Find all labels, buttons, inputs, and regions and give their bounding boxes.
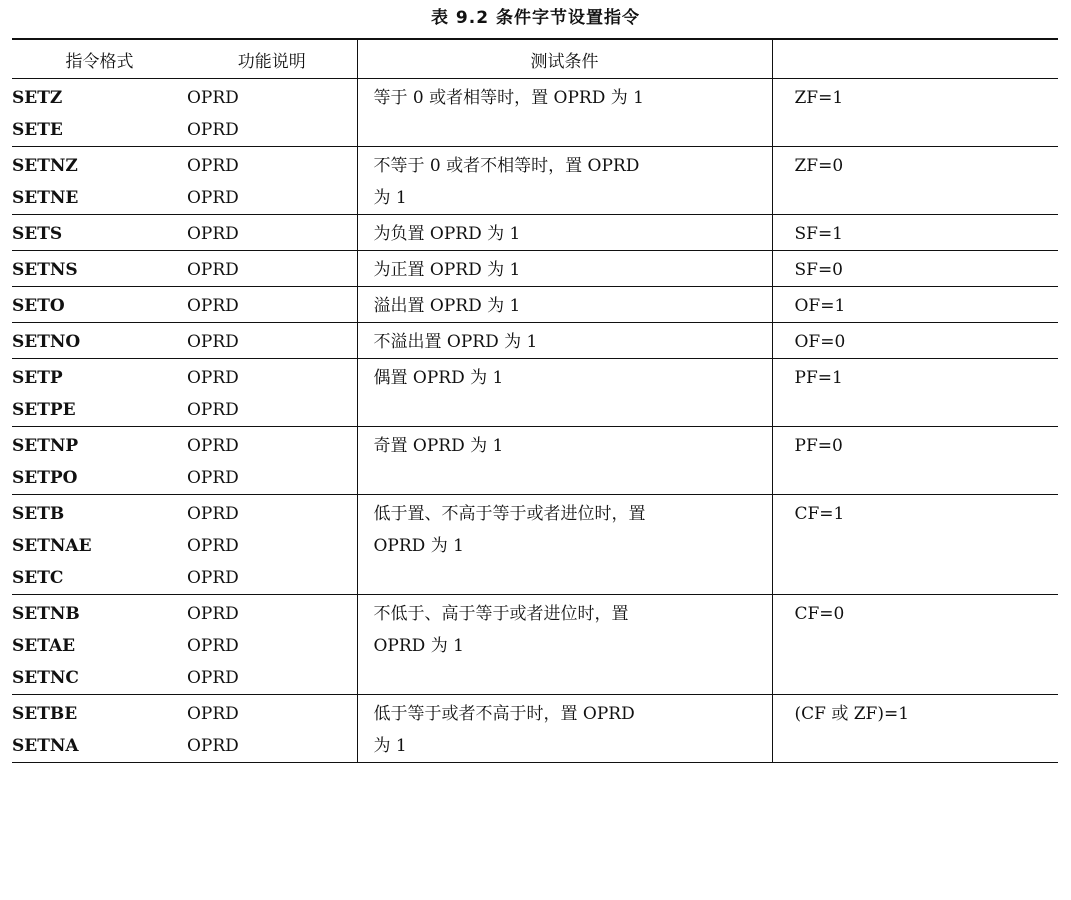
table-row: [12, 495, 1058, 595]
operand-cell: [187, 147, 357, 215]
description-cell: [357, 595, 772, 695]
description-cell: [357, 251, 772, 287]
header-flag-column: [772, 39, 1058, 79]
description-cell: [357, 495, 772, 595]
mnemonic: SETNS: [12, 260, 78, 280]
operand: OPRD: [187, 368, 239, 388]
flag-condition: PF=0: [794, 436, 843, 456]
flag-condition: SF=0: [794, 260, 844, 280]
operand-cell: [187, 695, 357, 763]
mnemonic: SETAE: [12, 636, 76, 656]
flag-condition-cell: [772, 215, 1058, 251]
mnemonic: SETNA: [12, 736, 79, 756]
flag-condition-cell: [772, 427, 1058, 495]
description-line: 偶置 OPRD 为 1: [373, 368, 504, 388]
operand: OPRD: [187, 120, 239, 140]
table-row: [12, 287, 1058, 323]
mnemonic: SETPO: [12, 468, 78, 488]
description-cell: [357, 427, 772, 495]
operand-cell: [187, 427, 357, 495]
table-row: [12, 359, 1058, 427]
flag-condition-cell: [772, 323, 1058, 359]
mnemonic: SETS: [12, 224, 63, 244]
table-row: [12, 79, 1058, 147]
operand-cell: [187, 495, 357, 595]
description-cell: [357, 147, 772, 215]
table-row: [12, 595, 1058, 695]
operand-cell: [187, 323, 357, 359]
mnemonic-cell: [12, 215, 187, 251]
flag-condition: PF=1: [794, 368, 843, 388]
operand: OPRD: [187, 636, 239, 656]
flag-condition-cell: [772, 595, 1058, 695]
description-cell: [357, 695, 772, 763]
description-cell: [357, 359, 772, 427]
flag-condition-cell: [772, 495, 1058, 595]
flag-condition-cell: [772, 79, 1058, 147]
operand: OPRD: [187, 88, 239, 108]
description-line: 为 1: [373, 188, 407, 208]
description-line: 溢出置 OPRD 为 1: [373, 296, 521, 316]
description-line: 不低于、高于等于或者进位时，置: [373, 604, 629, 624]
operand: OPRD: [187, 296, 239, 316]
description-line: OPRD 为 1: [373, 536, 464, 556]
table-row: [12, 323, 1058, 359]
mnemonic: SETNP: [12, 436, 79, 456]
flag-condition: OF=0: [794, 332, 846, 352]
operand-cell: [187, 359, 357, 427]
description-line: 不等于 0 或者不相等时，置 OPRD: [373, 156, 640, 176]
operand-cell: [187, 251, 357, 287]
description-cell: [357, 79, 772, 147]
operand-cell: [187, 287, 357, 323]
operand: OPRD: [187, 536, 239, 556]
flag-condition: ZF=0: [794, 156, 844, 176]
description-line: 为负置 OPRD 为 1: [373, 224, 521, 244]
table-row: [12, 695, 1058, 763]
mnemonic: SETPE: [12, 400, 76, 420]
flag-condition: SF=1: [794, 224, 844, 244]
description-cell: [357, 287, 772, 323]
operand: OPRD: [187, 468, 239, 488]
operand: OPRD: [187, 736, 239, 756]
flag-condition: CF=0: [794, 604, 845, 624]
mnemonic-cell: [12, 427, 187, 495]
description-line: 奇置 OPRD 为 1: [373, 436, 504, 456]
mnemonic: SETC: [12, 568, 64, 588]
mnemonic: SETP: [12, 368, 63, 388]
mnemonic: SETNZ: [12, 156, 78, 176]
operand: OPRD: [187, 504, 239, 524]
mnemonic: SETNE: [12, 188, 79, 208]
flag-condition-cell: [772, 147, 1058, 215]
operand: OPRD: [187, 668, 239, 688]
flag-condition: OF=1: [794, 296, 846, 316]
description-cell: [357, 323, 772, 359]
table-body: [12, 79, 1058, 763]
operand: OPRD: [187, 332, 239, 352]
mnemonic: SETZ: [12, 88, 63, 108]
operand: OPRD: [187, 436, 239, 456]
operand: OPRD: [187, 260, 239, 280]
table-caption: 表 9.2 条件字节设置指令: [431, 8, 640, 28]
flag-condition-cell: [772, 359, 1058, 427]
mnemonic-cell: [12, 695, 187, 763]
description-line: 等于 0 或者相等时，置 OPRD 为 1: [373, 88, 644, 108]
mnemonic-cell: [12, 287, 187, 323]
mnemonic: SETNB: [12, 604, 80, 624]
flag-condition: (CF 或 ZF)=1: [794, 704, 910, 724]
flag-condition-cell: [772, 287, 1058, 323]
operand: OPRD: [187, 156, 239, 176]
flag-condition: CF=1: [794, 504, 845, 524]
table-row: [12, 251, 1058, 287]
mnemonic-cell: [12, 323, 187, 359]
header-test-condition: 测试条件: [357, 39, 772, 79]
operand: OPRD: [187, 224, 239, 244]
table-row: [12, 427, 1058, 495]
flag-condition: ZF=1: [794, 88, 844, 108]
mnemonic-cell: [12, 147, 187, 215]
mnemonic: SETB: [12, 504, 65, 524]
operand: OPRD: [187, 188, 239, 208]
description-line: 不溢出置 OPRD 为 1: [373, 332, 538, 352]
mnemonic: SETNC: [12, 668, 79, 688]
mnemonic: SETNAE: [12, 536, 92, 556]
operand: OPRD: [187, 400, 239, 420]
header-instruction-format: 指令格式: [65, 51, 134, 72]
mnemonic-cell: [12, 359, 187, 427]
description-cell: [357, 215, 772, 251]
operand-cell: [187, 595, 357, 695]
table-row: [12, 147, 1058, 215]
operand-cell: [187, 79, 357, 147]
mnemonic: SETNO: [12, 332, 81, 352]
flag-condition-cell: [772, 695, 1058, 763]
flag-condition-cell: [772, 251, 1058, 287]
description-line: 低于置、不高于等于或者进位时，置: [373, 504, 646, 524]
description-line: OPRD 为 1: [373, 636, 464, 656]
description-line: 为正置 OPRD 为 1: [373, 260, 521, 280]
description-line: 低于等于或者不高于时，置 OPRD: [373, 704, 635, 724]
table-header-row: [12, 39, 1058, 79]
operand: OPRD: [187, 568, 239, 588]
operand: OPRD: [187, 604, 239, 624]
mnemonic-cell: [12, 251, 187, 287]
mnemonic-cell: [12, 595, 187, 695]
mnemonic-cell: [12, 495, 187, 595]
operand: OPRD: [187, 704, 239, 724]
instruction-table: [12, 38, 1058, 763]
mnemonic: SETBE: [12, 704, 78, 724]
description-line: 为 1: [373, 736, 407, 756]
mnemonic-cell: [12, 79, 187, 147]
mnemonic: SETE: [12, 120, 63, 140]
operand-cell: [187, 215, 357, 251]
header-function-desc: 功能说明: [237, 51, 306, 72]
mnemonic: SETO: [12, 296, 65, 316]
table-row: [12, 215, 1058, 251]
